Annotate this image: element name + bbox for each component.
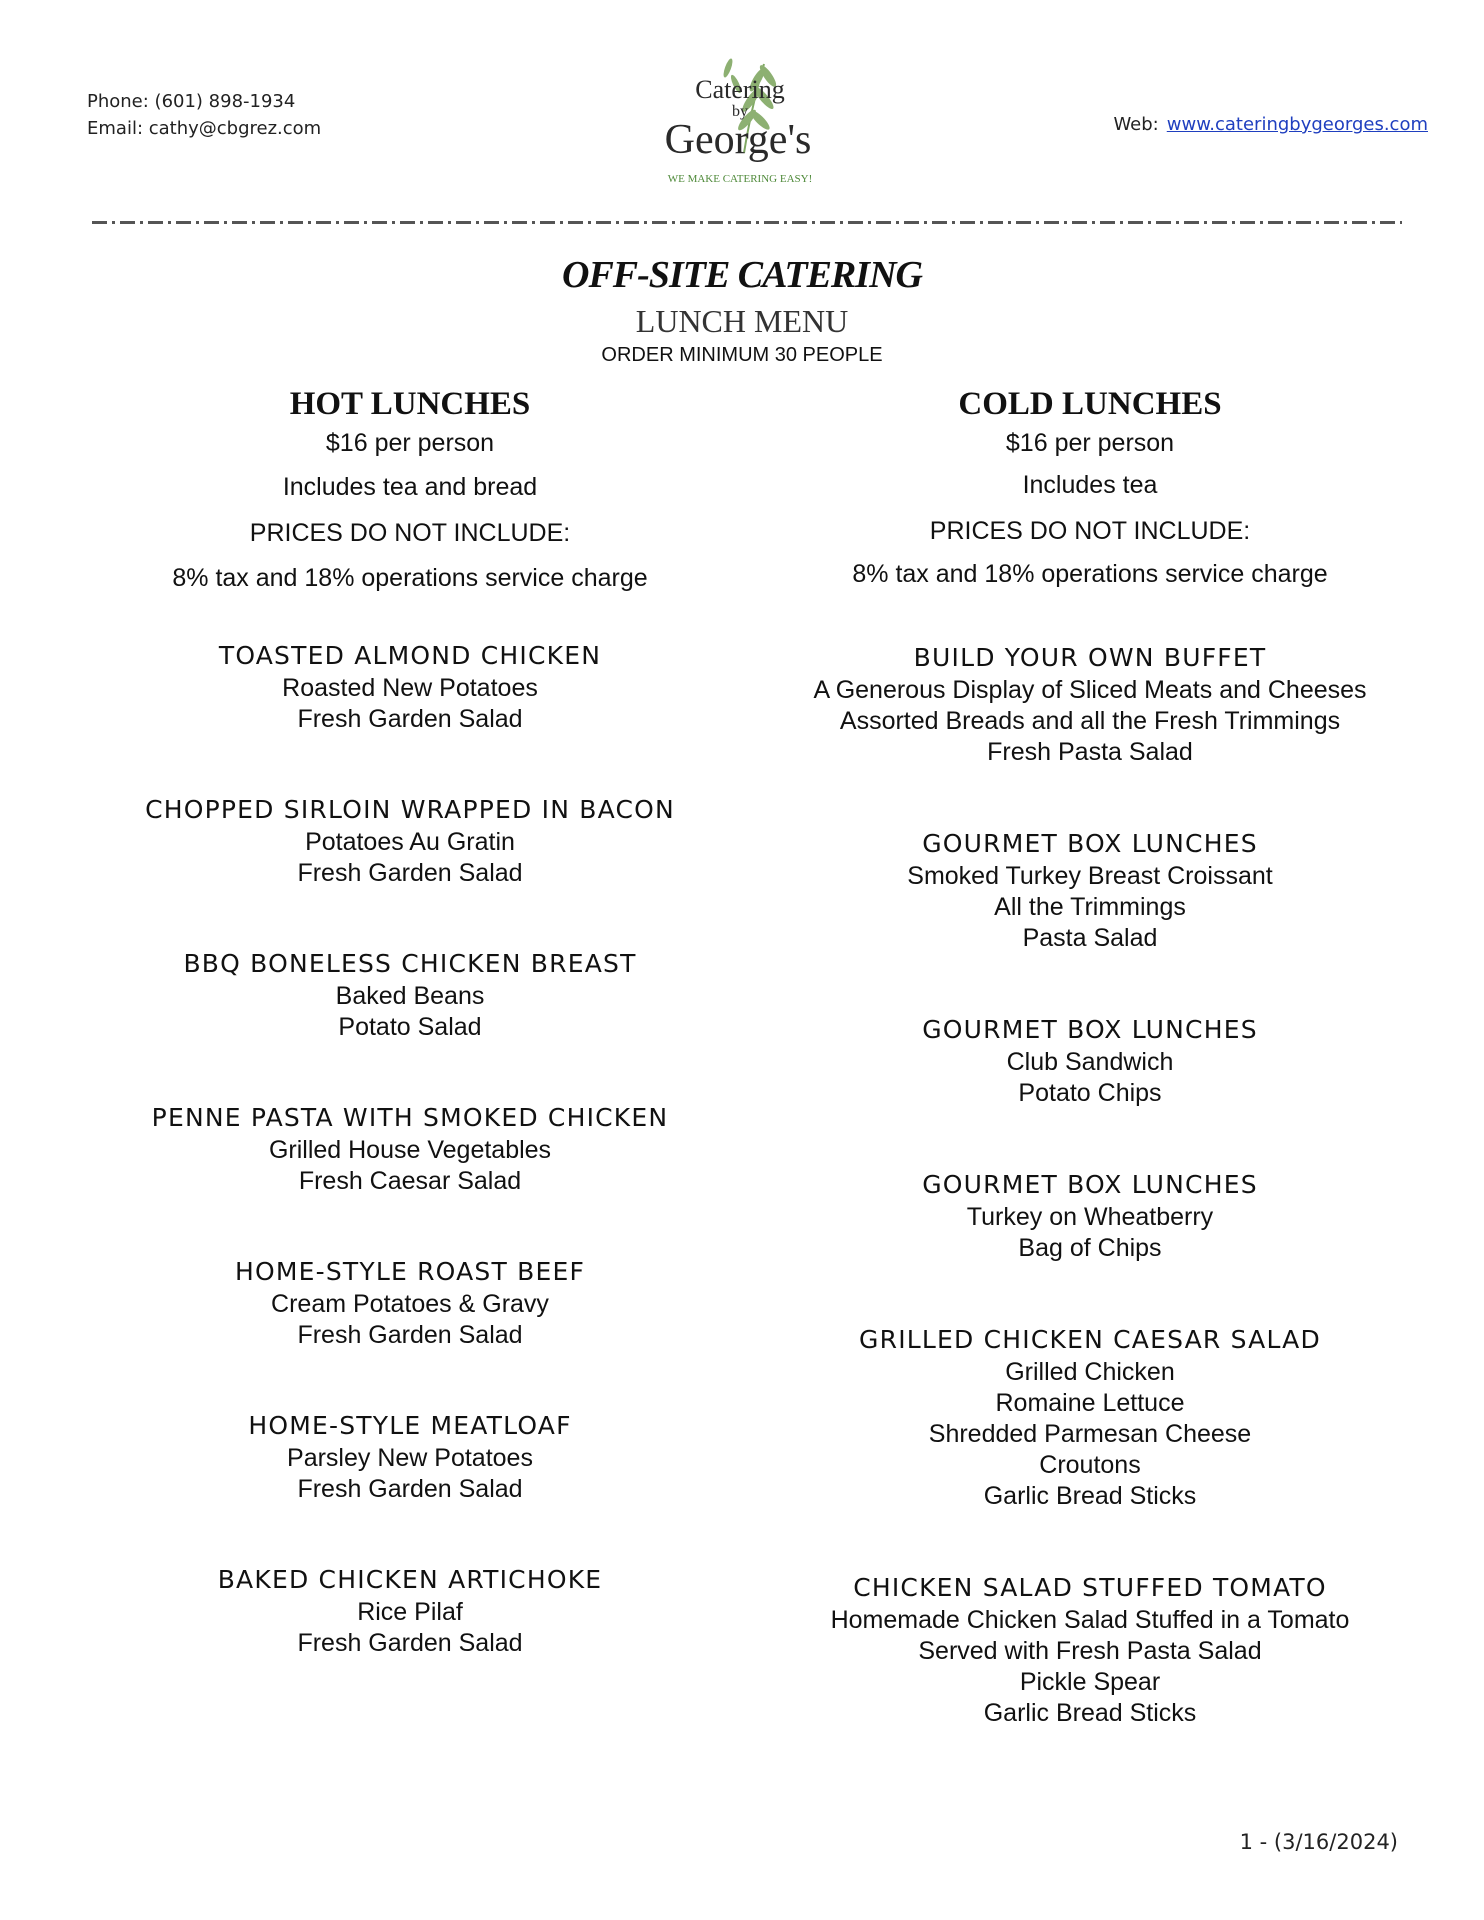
dish-side: A Generous Display of Sliced Meats and Cheeses [813, 676, 1367, 704]
logo-line2: by [732, 103, 748, 120]
dish-side: Shredded Parmesan Cheese [928, 1420, 1252, 1448]
dish-name: GRILLED CHICKEN CAESAR SALAD [859, 1325, 1321, 1354]
contact-info [87, 88, 321, 142]
dish-name: PENNE PASTA WITH SMOKED CHICKEN [151, 1103, 669, 1132]
logo-tagline: WE MAKE CATERING EASY! [667, 173, 813, 185]
dish-side: Garlic Bread Sticks [983, 1482, 1197, 1510]
dish-name: TOASTED ALMOND CHICKEN [218, 641, 602, 670]
dish-name: CHICKEN SALAD STUFFED TOMATO [853, 1573, 1327, 1602]
dish-side: Homemade Chicken Salad Stuffed in a Tomato [830, 1606, 1350, 1634]
hot-includes: Includes tea and bread [282, 473, 538, 501]
menu-item [740, 1168, 1440, 1323]
menu-item [740, 1571, 1440, 1729]
dish-side: Club Sandwich [1006, 1048, 1174, 1076]
dish-side: Baked Beans [335, 982, 485, 1010]
dish-name: GOURMET BOX LUNCHES [922, 1170, 1258, 1199]
dish-side: Potato Salad [338, 1013, 482, 1041]
dish-name: GOURMET BOX LUNCHES [922, 1015, 1258, 1044]
dish-name: BUILD YOUR OWN BUFFET [913, 643, 1267, 672]
header-divider [92, 221, 1402, 224]
website-link[interactable]: www.cateringbygeorges.com [1166, 114, 1428, 135]
dish-side: Roasted New Potatoes [282, 674, 538, 702]
menu-item [110, 1101, 710, 1255]
hot-prices-note: PRICES DO NOT INCLUDE: [249, 519, 571, 547]
company-logo [652, 58, 832, 193]
menu-item [740, 1323, 1440, 1571]
cold-price: $16 per person [1005, 429, 1175, 457]
web-info [1113, 114, 1428, 135]
dish-side: Fresh Garden Salad [297, 859, 523, 887]
dish-name: BAKED CHICKEN ARTICHOKE [217, 1565, 603, 1594]
cold-prices-note: PRICES DO NOT INCLUDE: [929, 517, 1251, 545]
page-subtitle: LUNCH MENU [635, 303, 849, 339]
web-label: Web: [1113, 114, 1159, 135]
order-minimum: ORDER MINIMUM 30 PEOPLE [601, 344, 883, 366]
menu-item [740, 1013, 1440, 1168]
dish-side: Garlic Bread Sticks [983, 1699, 1197, 1727]
dish-side: Pickle Spear [1019, 1668, 1161, 1696]
dish-side: Fresh Garden Salad [297, 1629, 523, 1657]
menu-item [110, 1255, 710, 1409]
dish-side: Turkey on Wheatberry [966, 1203, 1214, 1231]
dish-side: Rice Pilaf [357, 1598, 463, 1626]
dish-side: Fresh Garden Salad [297, 705, 523, 733]
leaf-sprig-icon [652, 58, 832, 193]
dish-side: Potatoes Au Gratin [305, 828, 515, 856]
dish-side: Parsley New Potatoes [287, 1444, 533, 1472]
dish-side: Romaine Lettuce [995, 1389, 1185, 1417]
dish-name: HOME-STYLE ROAST BEEF [234, 1257, 586, 1286]
page-title: OFF-SITE CATERING [562, 254, 922, 296]
dish-side: Fresh Garden Salad [297, 1475, 523, 1503]
cold-includes: Includes tea [1022, 471, 1158, 499]
cold-tax-note: 8% tax and 18% operations service charge [852, 560, 1328, 588]
menu-item [110, 1409, 710, 1563]
menu-item [110, 639, 710, 793]
dish-side: Fresh Garden Salad [297, 1321, 523, 1349]
dish-side: Croutons [1039, 1451, 1141, 1479]
hot-tax-note: 8% tax and 18% operations service charge [172, 564, 648, 592]
cold-lunches-column [740, 380, 1440, 1729]
menu-item [110, 947, 710, 1101]
page-number: 1 - (3/16/2024) [1239, 1830, 1398, 1854]
menu-item [110, 793, 710, 947]
dish-side: All the Trimmings [994, 893, 1186, 921]
dish-side: Served with Fresh Pasta Salad [918, 1637, 1262, 1665]
dish-side: Pasta Salad [1022, 924, 1158, 952]
dish-side: Cream Potatoes & Gravy [271, 1290, 549, 1318]
menu-item [740, 827, 1440, 1013]
dish-side: Assorted Breads and all the Fresh Trimmings [839, 707, 1341, 735]
menu-item [110, 1563, 710, 1717]
hot-lunches-title: HOT LUNCHES [289, 386, 531, 422]
hot-price: $16 per person [325, 429, 495, 457]
dish-side: Fresh Pasta Salad [987, 738, 1193, 766]
phone-text: Phone: (601) 898-1934 [87, 91, 296, 112]
logo-line1: Catering [695, 75, 785, 104]
dish-side: Grilled Chicken [1005, 1358, 1175, 1386]
dish-name: GOURMET BOX LUNCHES [922, 829, 1258, 858]
dish-side: Potato Chips [1018, 1079, 1162, 1107]
dish-name: BBQ BONELESS CHICKEN BREAST [183, 949, 637, 978]
hot-lunches-column [110, 380, 710, 1717]
dish-name: HOME-STYLE MEATLOAF [248, 1411, 572, 1440]
email-text: Email: cathy@cbgrez.com [87, 118, 322, 139]
logo-line3: George's [664, 117, 812, 163]
hot-menu-list [110, 639, 710, 1717]
dish-side: Fresh Caesar Salad [298, 1167, 522, 1195]
dish-side: Bag of Chips [1018, 1234, 1162, 1262]
menu-item [740, 641, 1440, 827]
dish-side: Smoked Turkey Breast Croissant [907, 862, 1273, 890]
cold-lunches-title: COLD LUNCHES [958, 386, 1222, 422]
dish-side: Grilled House Vegetables [268, 1136, 552, 1164]
cold-menu-list [740, 641, 1440, 1729]
dish-name: CHOPPED SIRLOIN WRAPPED IN BACON [145, 795, 675, 824]
